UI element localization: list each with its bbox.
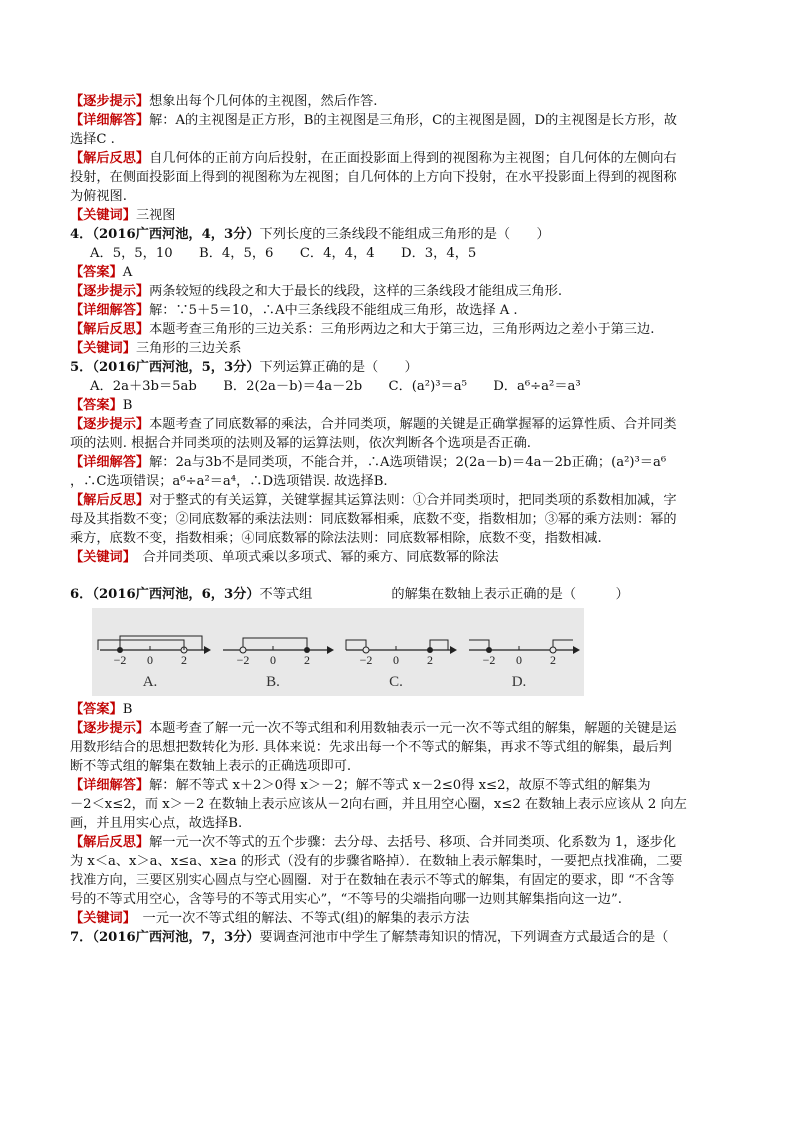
option-letter: C. — [389, 674, 403, 690]
text-line — [70, 434, 730, 453]
open-point — [240, 647, 246, 653]
line-text: 母及其指数不变；②同底数幂的乘法法则：同底数幂相乘，底数不变，指数相加；③幂的乘方法则：幂的 — [70, 512, 677, 527]
line-text: 下列运算正确的是（ ） — [259, 360, 418, 375]
solution-bracket — [98, 640, 184, 650]
line-text: 解：A的主视图是正方形，B的主视图是三角形，C的主视图是圆，D的主视图是长方形，故 — [149, 113, 677, 128]
spacer — [70, 567, 730, 585]
solution-bracket — [469, 640, 489, 650]
line-text: 想象出每个几何体的主视图，然后作答. — [149, 94, 378, 109]
text-line — [70, 339, 730, 358]
tick-label: −2 — [359, 653, 373, 667]
text-line — [70, 700, 730, 719]
option-letter: B. — [266, 674, 280, 690]
text-line — [70, 130, 730, 149]
text-line — [70, 320, 730, 339]
text-line — [70, 282, 730, 301]
section-tag: 【逐步提示】 — [70, 721, 150, 736]
line-text: 号的不等式用空心，含等号的不等式用实心”，“不等号的尖端指向哪一边则其解集指向这一边”. — [70, 892, 622, 907]
section-tag: 【逐步提示】 — [70, 94, 150, 109]
tick-label: −2 — [482, 653, 496, 667]
answer-options: A．2a＋3b＝5ab B．2(2a－b)＝4a－2b C．(a²)³＝a⁵ D．a⁶÷a²＝a³ — [90, 379, 581, 394]
answer-options: A．5，5，10 B．4，5，6 C．4，4，4 D．3，4，5 — [90, 246, 477, 261]
line-text: B — [122, 702, 133, 717]
tick-label: 0 — [393, 653, 399, 667]
section-tag: 【详细解答】 — [70, 113, 150, 128]
open-point — [363, 647, 369, 653]
line-text: 本题考查了同底数幂的乘法，合并同类项，解题的关键是正确掌握幂的运算性质、合并同类 — [149, 417, 677, 432]
text-line — [70, 206, 730, 225]
text-line — [70, 928, 730, 947]
text-line — [70, 111, 730, 130]
line-text: A — [122, 265, 133, 280]
line-text: －2＜x≤2，而 x＞－2 在数轴上表示应该从－2向右画，并且用空心圈，x≤2 在数轴上表示应该从 2 向左 — [70, 797, 687, 812]
line-text: 不等式组 的解集在数轴上表示正确的是（ ） — [259, 587, 629, 602]
option-letter: D. — [511, 674, 527, 690]
line-text: 解一元一次不等式的五个步骤：去分母、去括号、移项、合并同类项、化系数为 1，逐步化 — [149, 835, 677, 850]
tick-label: −2 — [113, 653, 127, 667]
line-text: 下列长度的三条线段不能组成三角形的是（ ） — [259, 227, 550, 242]
section-tag: 【关键词】 — [70, 911, 130, 926]
text-line — [70, 377, 730, 396]
text-line — [70, 225, 730, 244]
solution-bracket — [430, 640, 448, 650]
line-text: 要调查河池市中学生了解禁毒知识的情况，下列调查方式最适合的是（ — [259, 930, 669, 945]
question-number: 4． — [70, 227, 93, 242]
line-text: 解：2a与3b不是同类项，不能合并，∴A选项错误；2(2a－b)＝4a－2b正确；(a²)³＝a⁶ — [149, 455, 667, 470]
text-line — [70, 852, 730, 871]
line-text: 两条较短的线段之和大于最长的线段，这样的三条线段才能组成三角形. — [149, 284, 563, 299]
section-tag: 【关键词】 — [70, 208, 136, 223]
section-tag: 【逐步提示】 — [70, 417, 150, 432]
line-text: 断不等式组的解集在数轴上表示的正确选项即可. — [70, 759, 352, 774]
line-text: 解：解不等式 x＋2＞0得 x＞－2；解不等式 x－2≤0得 x≤2，故原不等式组的解集为 — [149, 778, 651, 793]
question-source: （2016广西河池，5，3分） — [92, 360, 260, 375]
line-text: 为 x＜a、x＞a、x≤a、x≥a 的形式（没有的步骤省略掉）．在数轴上表示解集时，一要把点找准确，二要 — [70, 854, 683, 869]
line-text: 项的法则. 根据合并同类项的法则及幂的运算法则，依次判断各个选项是否正确. — [70, 436, 531, 451]
line-text: 合并同类项、单项式乘以多项式、幂的乘方、同底数幂的除法 — [129, 550, 499, 565]
section-tag: 【解后反思】 — [70, 151, 150, 166]
text-line — [70, 814, 730, 833]
line-text: 解：∵5＋5＝10，∴A中三条线段不能组成三角形，故选择 A . — [149, 303, 518, 318]
section-tag: 【详细解答】 — [70, 303, 150, 318]
text-line — [70, 510, 730, 529]
closed-point — [486, 647, 492, 653]
question-source: （2016广西河池，7，3分） — [92, 930, 260, 945]
question-number: 6． — [70, 587, 93, 602]
line-text: B — [122, 398, 133, 413]
text-line — [70, 548, 730, 567]
text-line — [70, 871, 730, 890]
open-point — [550, 647, 556, 653]
question-source: （2016广西河池，6，3分） — [92, 587, 260, 602]
question-number: 7． — [70, 930, 93, 945]
text-line — [70, 795, 730, 814]
section-tag: 【关键词】 — [70, 341, 136, 356]
axis-arrow — [327, 646, 334, 654]
text-line — [70, 244, 730, 263]
closed-point — [117, 647, 123, 653]
question-number: 5． — [70, 360, 93, 375]
line-text: 自几何体的正前方向后投射，在正面投影面上得到的视图称为主视图；自几何体的左侧向右 — [149, 151, 677, 166]
section-tag: 【解后反思】 — [70, 322, 150, 337]
tick-label: 2 — [304, 653, 310, 667]
section-tag: 【详细解答】 — [70, 778, 150, 793]
line-text: 为俯视图. — [70, 189, 127, 204]
line-text: ，∴C选项错误；a⁶÷a²＝a⁴，∴D选项错误. 故选择B. — [70, 474, 388, 489]
tick-label: 2 — [181, 653, 187, 667]
section-tag: 【答案】 — [70, 265, 123, 280]
tick-label: 2 — [550, 653, 556, 667]
axis-arrow — [204, 646, 211, 654]
line-text: 画，并且用实心点，故选择B. — [70, 816, 243, 831]
line-text: 本题考查三角形的三边关系：三角形两边之和大于第三边，三角形两边之差小于第三边. — [149, 322, 655, 337]
section-tag: 【答案】 — [70, 702, 123, 717]
question-source: （2016广西河池，4，3分） — [92, 227, 260, 242]
line-text: 找准方向，三要区别实心圆点与空心圆圈．对于在数轴在表示不等式的解集，有固定的要求，即 “不含等 — [70, 873, 675, 888]
text-line — [70, 909, 730, 928]
number-lines-svg — [92, 608, 584, 696]
solution-bracket — [243, 638, 307, 650]
solution-bracket — [120, 636, 202, 650]
number-line-options-figure — [92, 608, 584, 696]
tick-label: −2 — [236, 653, 250, 667]
closed-point — [304, 647, 310, 653]
text-line — [70, 719, 730, 738]
line-text: 三角形的三边关系 — [135, 341, 242, 356]
text-line — [70, 453, 730, 472]
line-text: 投射，在侧面投影面上得到的视图称为左视图；自几何体的上方向下投射，在水平投影面上得到的视图称 — [70, 170, 677, 185]
axis-arrow — [573, 646, 580, 654]
text-line — [70, 890, 730, 909]
section-tag: 【逐步提示】 — [70, 284, 150, 299]
text-line — [70, 396, 730, 415]
tick-label: 0 — [147, 653, 153, 667]
text-line — [70, 149, 730, 168]
text-line — [70, 757, 730, 776]
document-page — [70, 92, 730, 947]
text-line — [70, 301, 730, 320]
option-letter: A. — [142, 674, 158, 690]
text-line — [70, 529, 730, 548]
section-tag: 【答案】 — [70, 398, 123, 413]
section-tag: 【解后反思】 — [70, 493, 150, 508]
line-text: 对于整式的有关运算，关键掌握其运算法则：①合并同类项时，把同类项的系数相加减，字 — [149, 493, 677, 508]
axis-arrow — [450, 646, 457, 654]
line-text: 三视图 — [135, 208, 176, 223]
line-text: 乘方，底数不变，指数相乘；④同底数幂的除法法则：同底数幂相除，底数不变，指数相减. — [70, 531, 602, 546]
line-text: 选择C . — [70, 132, 115, 147]
line-text: 用数形结合的思想把数转化为形. 具体来说：先求出每一个不等式的解集，再求不等式组的解集，最后判 — [70, 740, 672, 755]
text-line — [70, 491, 730, 510]
text-line — [70, 358, 730, 377]
text-line — [70, 415, 730, 434]
section-tag: 【解后反思】 — [70, 835, 150, 850]
text-line — [70, 738, 730, 757]
tick-label: 2 — [427, 653, 433, 667]
text-line — [70, 92, 730, 111]
line-text: 一元一次不等式组的解法、不等式(组)的解集的表示方法 — [129, 911, 470, 926]
text-line — [70, 263, 730, 282]
text-line — [70, 585, 730, 604]
section-tag: 【关键词】 — [70, 550, 130, 565]
text-line — [70, 168, 730, 187]
tick-label: 0 — [516, 653, 522, 667]
text-line — [70, 187, 730, 206]
line-text: 本题考查了解一元一次不等式组和利用数轴表示一元一次不等式组的解集，解题的关键是运 — [149, 721, 677, 736]
text-line — [70, 472, 730, 491]
closed-point — [427, 647, 433, 653]
tick-label: 0 — [270, 653, 276, 667]
text-line — [70, 833, 730, 852]
section-tag: 【详细解答】 — [70, 455, 150, 470]
text-line — [70, 776, 730, 795]
